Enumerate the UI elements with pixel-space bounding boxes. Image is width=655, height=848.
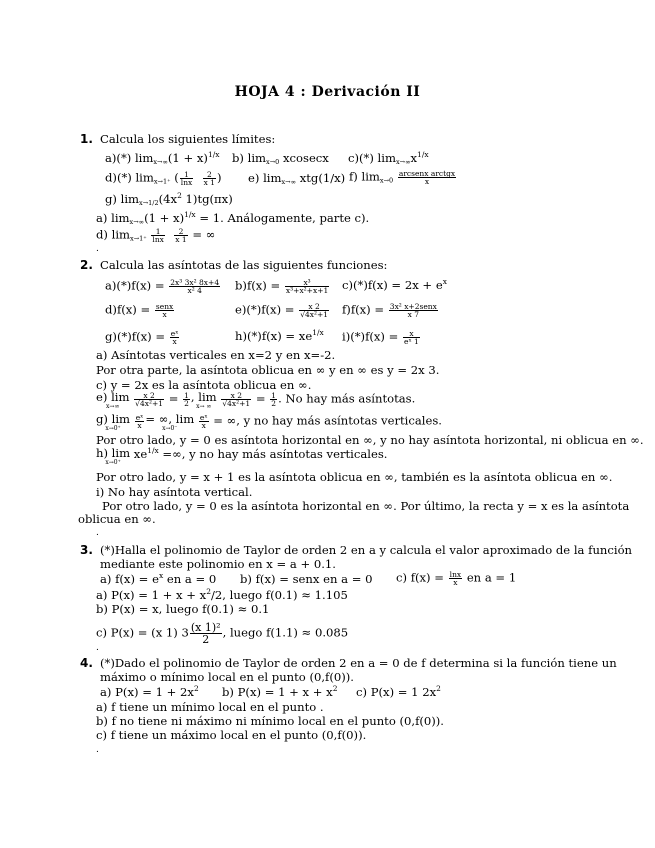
function-2g: g)(*)f(x) = $\frac{\text{eˣ}}{x}$ <box>105 329 179 346</box>
answer-1d: d) $\lim_{x\to 1^+}$ $\frac{1}{\ln x}$ $\frac{2}{x 1}$ = ∞ <box>96 227 216 244</box>
section-2-number: 2. <box>80 258 93 272</box>
answer-4c: c) f tiene un máximo local en el punto (0,f(0)). <box>96 728 367 742</box>
exercise-1g: g) $\lim_{x\to 1/2}(4x^2$ 1)tg(πx) <box>105 191 233 207</box>
separator-dot: . <box>96 745 99 755</box>
separator-dot: . <box>96 528 99 538</box>
answer-2a: a) Asíntotas verticales en x=2 y en x=-2. <box>96 348 336 362</box>
answer-2h: h) lim x→0⁺ $xe^{1/x}$ =∞, y no hay más asíntotas verticales. <box>96 446 388 466</box>
section-4-number: 4. <box>80 656 93 670</box>
section-2-heading: Calcula las asíntotas de las siguientes funciones: <box>100 258 388 272</box>
function-2i: i)(*)f(x) = $\frac{x}{\text{eˣ 1}}$ <box>342 329 419 346</box>
section-1-number: 1. <box>80 132 93 146</box>
separator-dot: . <box>96 244 99 254</box>
answer-3a: a) $P(x) = 1 + x + x^2/2$, luego f(0.1) ≈ 1.105 <box>96 587 348 602</box>
exercise-1e: e) $\lim_{x\to\infty} xtg(1/x)$ <box>248 171 346 186</box>
exercise-1d: d)(*) $\lim_{x\to 1^+}$ ( $\frac{1}{\ln x}$ $\frac{2}{x 1}$ ) <box>105 170 222 187</box>
section-3-heading: (*)Halla el polinomio de Taylor de orden 2 en a y calcula el valor aproximado de la función <box>100 543 633 557</box>
section-1-heading: Calcula los siguientes límites: <box>100 132 276 146</box>
function-2f: f)f(x) = $\frac{\text{3x² x+2senx}}{x 7}$ <box>342 302 437 319</box>
answer-2i-end: oblicua en ∞. <box>78 512 156 526</box>
problem-4c: c) P(x) = 1 $2x^2$ <box>356 684 441 699</box>
problem-4b: b) $P(x) = 1 + x + x^2$ <box>222 684 338 699</box>
answer-3c: c) P(x) = (x 1) 3 $\frac{\text{(x 1)²}}{2}$ , luego f(1.1) ≈ 0.085 <box>96 621 349 646</box>
answer-2i: i) No hay asíntota vertical. <box>96 485 253 499</box>
problem-4a: a) $P(x) = 1 + 2x^2$ <box>100 684 199 699</box>
answer-2c: c) y = 2x es la asíntota oblicua en ∞. <box>96 378 312 392</box>
answer-2g-cont: Por otro lado, y = 0 es asíntota horizontal en ∞, y no hay asíntota horizontal, ni oblicua en ∞. <box>96 433 644 447</box>
exercise-1c: c)(*) $\lim_{x\to\infty}x^{1/x}$ <box>348 150 429 166</box>
function-2b: b)f(x) = $\frac{\text{x³}}{\text{x³+x²+x+1}}$ <box>235 278 329 295</box>
exercise-1f: f) $\lim_{x\to 0}$ $\frac{\text{arcsenx arctgx}}{x}$ <box>349 169 456 186</box>
answer-2i-cont: Por otro lado, y = 0 es la asíntota horizontal en ∞. Por último, la recta y = x es la asíntota <box>102 499 630 513</box>
function-2a: a)(*)f(x) = $\frac{\text{2x³ 3x² 8x+4}}{\text{x² 4}}$ <box>105 278 220 295</box>
section-3-heading-cont: mediante este polinomio en x = a + 0.1. <box>100 557 336 571</box>
section-4-heading-cont: máximo o mínimo local en el punto (0,f(0)). <box>100 670 354 684</box>
section-3-number: 3. <box>80 543 93 557</box>
function-2c: $c)(*)f(x) = 2x + e^x$ <box>342 277 447 292</box>
answer-2h-cont: Por otro lado, y = x + 1 es la asíntota oblicua en ∞, también es la asíntota oblicua en ∞. <box>96 470 613 484</box>
problem-3a: a) $f(x) = e^x$ en a = 0 <box>100 571 217 586</box>
answer-2e: e) lim x→∞ $\frac{x 2}{\text{√4x²+1}}$ = $\frac{1}{2}$ , lim x→ ∞ $\frac{x 2}{\text{√4x²+1}}$ = $\frac{1}{2}$ . No hay más asíntotas. <box>96 390 416 410</box>
answer-4a: a) f tiene un mínimo local en el punto . <box>96 700 324 714</box>
answer-4b: b) f no tiene ni máximo ni mínimo local en el punto (0,f(0)). <box>96 714 444 728</box>
answer-2g: g) lim x→0⁺ $\frac{\text{eˣ}}{x}$ = ∞, lim x→0⁻ $\frac{\text{eˣ}}{x}$ = ∞, y no hay más asíntotas verticales. <box>96 412 442 432</box>
exercise-1b: b) $\lim_{x\to 0} xcosecx$ <box>232 151 329 166</box>
problem-3b: b) f(x) = senx en a = 0 <box>240 572 373 586</box>
function-2d: d)f(x) = $\frac{\text{senx}}{x}$ <box>105 302 174 319</box>
answer-2a-cont: Por otra parte, la asíntota oblicua en ∞ y en ∞ es y = 2x 3. <box>96 363 440 377</box>
function-2e: e)(*)f(x) = $\frac{x 2}{\text{√4x²+1}}$ <box>235 302 329 319</box>
answer-1a: a) $\lim_{x\to\infty}(1 + x)^{1/x} = 1$. Análogamente, parte c). <box>96 210 370 226</box>
function-2h: $h)(*)f(x) = xe^{1/x}$ <box>235 328 324 343</box>
section-4-heading: (*)Dado el polinomio de Taylor de orden 2 en a = 0 de f determina si la función tiene un <box>100 656 617 670</box>
page-title: HOJA 4 : Derivación II <box>234 84 421 100</box>
exercise-1a: a)(*) $\lim_{x\to\infty}(1 + x)^{1/x}$ <box>105 150 220 166</box>
problem-3c: c) f(x) = $\frac{\ln x}{x}$ en a = 1 <box>396 570 517 587</box>
separator-dot: . <box>96 643 99 653</box>
answer-3b: b) P(x) = x, luego f(0.1) ≈ 0.1 <box>96 602 270 616</box>
